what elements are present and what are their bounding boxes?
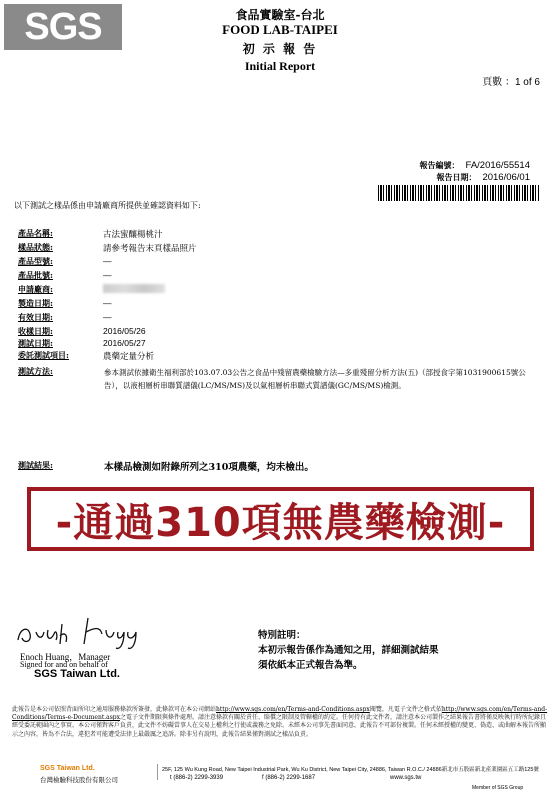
field-row xyxy=(18,350,538,362)
disclaimer-text: 此報告是本公司依照背面所印之通用服務條款所簽發，此條款可在本公司網站 xyxy=(12,706,217,713)
field-label: 產品名稱: xyxy=(18,228,53,238)
report-date-label: 報告日期： xyxy=(436,172,477,182)
field-value: — xyxy=(103,270,112,280)
footer-fax: f (886-2) 2299-1687 xyxy=(262,775,316,781)
field-label: 測試日期: xyxy=(18,338,53,348)
field-label: 委託測試項目: xyxy=(18,350,69,360)
terms-link[interactable]: http://www.sgs.com/en/Terms-and-Conditions.aspx xyxy=(216,706,370,713)
redaction-blur xyxy=(103,284,165,293)
note-line: 本初示報告係作為通知之用，詳細測試結果 xyxy=(258,645,439,656)
report-number xyxy=(420,160,530,171)
report-date xyxy=(436,172,530,183)
result-text: 本樣品檢測如附錄所列之310項農藥，均未檢出。 xyxy=(104,462,314,473)
report-number-label: 報告編號： xyxy=(419,160,460,170)
note-line: 須依紙本正式報告為準。 xyxy=(258,660,363,671)
footer-member: Member of SGS Group xyxy=(472,785,524,791)
field-value: — xyxy=(103,256,112,266)
field-value: 古法蜜釀楊桃汁 xyxy=(103,230,163,240)
footer-phone: t (886-2) 2299-3939 xyxy=(170,775,224,781)
disclaimer-text: 閱覽，凡電子文件之格式依 xyxy=(369,706,442,713)
sgs-logo: SGS xyxy=(4,4,122,50)
field-label: 有效日期: xyxy=(18,312,53,322)
disclaimer-text: 之電子文件期限與條件處理。請注意條款有關於責任、賠償之限制及管轄權的約定。任何持有此文件者，請注意本公司製作之結果報告書將僅反映執行時所紀錄且經受委託範圍內之事實。本公司僅對客戶負責，此文件不妨礙當事人在交易上權利之行使或義務之免除。未經本公司事先書面同意，此報告不可部份複製。任何未經授權的變更、偽造、或曲解本報告所顯示之內容，皆為不合法，違犯者可能遭受法律上最嚴厲之追訴。除非另有說明，此報告結果僅對測試之樣品負責。 xyxy=(12,714,547,738)
field-label: 產品批號: xyxy=(18,270,53,280)
field-value: 2016/05/26 xyxy=(103,326,146,336)
applicant-redacted xyxy=(103,284,538,295)
lab-name-en: FOOD LAB-TAIPEI xyxy=(222,22,338,37)
signer-company: SGS Taiwan Ltd. xyxy=(34,668,120,680)
footer-company-cn: 台灣檢驗科技股份有限公司 xyxy=(40,776,118,784)
field-value: 農藥定量分析 xyxy=(103,352,155,362)
field-label: 收樣日期: xyxy=(18,326,53,336)
report-type-en: Initial Report xyxy=(244,59,316,73)
field-value: — xyxy=(103,298,112,308)
result-label: 測試結果: xyxy=(18,460,53,470)
field-label: 樣品狀態: xyxy=(18,242,53,252)
intro-text: 以下測試之樣品係由申請廠商所提供並確認資料如下: xyxy=(14,201,201,210)
page-number: 頁數 ：1 of 6 xyxy=(482,77,540,88)
field-row xyxy=(18,284,538,295)
note-title: 特別註明： xyxy=(258,630,306,641)
terms-e-document-link[interactable]: http://www.sgs.com/en/Terms-and-Conditions/Terms-e-Document.aspx xyxy=(12,706,548,722)
footer-address: 25F, 125 Wu Kung Road, New Taipei Industrial Park, Wu Ku District, New Taipei City, 24886, Taiwan R.O.C./ 24886新北市五股區新北產業園區五工路125號 xyxy=(162,767,539,773)
method-text: 參本測試依據衛生福利部於103.07.03公告之食品中殘留農藥檢驗方法—多重殘留分析方法(五)（部授食字第1031900615號公告），以液相層析串聯質譜儀(LC/MS/MS)及以氣相層析串聯式質譜儀(GC/MS/MS)檢測。 xyxy=(104,368,526,390)
method-label: 測試方法: xyxy=(18,366,53,376)
field-label: 產品型號: xyxy=(18,256,53,266)
report-type-cn: 初 示 報 告 xyxy=(242,42,318,56)
report-number-value: FA/2016/55514 xyxy=(465,160,530,171)
field-row xyxy=(18,312,538,323)
lab-name-cn: 食品實驗室-台北 xyxy=(235,8,325,22)
field-row xyxy=(18,298,538,309)
field-row xyxy=(18,256,538,267)
field-value: 請參考報告末頁樣品照片 xyxy=(103,244,197,254)
special-note xyxy=(258,628,439,673)
field-row xyxy=(18,338,538,349)
footer-disclaimer xyxy=(12,706,548,739)
field-label: 申請廠商: xyxy=(18,284,53,294)
field-value: — xyxy=(103,312,112,322)
field-row xyxy=(18,242,538,254)
footer-company-en: SGS Taiwan Ltd. xyxy=(40,765,95,772)
barcode xyxy=(378,185,540,201)
field-row xyxy=(18,270,538,281)
footer-website[interactable]: www.sgs.tw xyxy=(390,775,422,781)
signer-name: Enoch Huang，Manager xyxy=(20,652,111,662)
footer-divider xyxy=(157,764,158,780)
field-row xyxy=(18,326,538,337)
pass-banner xyxy=(27,487,534,551)
signed-for-text: Signed for and on behalf of xyxy=(20,660,108,669)
field-label: 製造日期: xyxy=(18,298,53,308)
report-date-value: 2016/06/01 xyxy=(482,172,530,183)
field-row xyxy=(18,228,538,240)
handwritten-signature xyxy=(10,610,150,655)
field-value: 2016/05/27 xyxy=(103,338,146,348)
pass-banner-text: -通過310項無農藥檢測- xyxy=(55,499,506,546)
